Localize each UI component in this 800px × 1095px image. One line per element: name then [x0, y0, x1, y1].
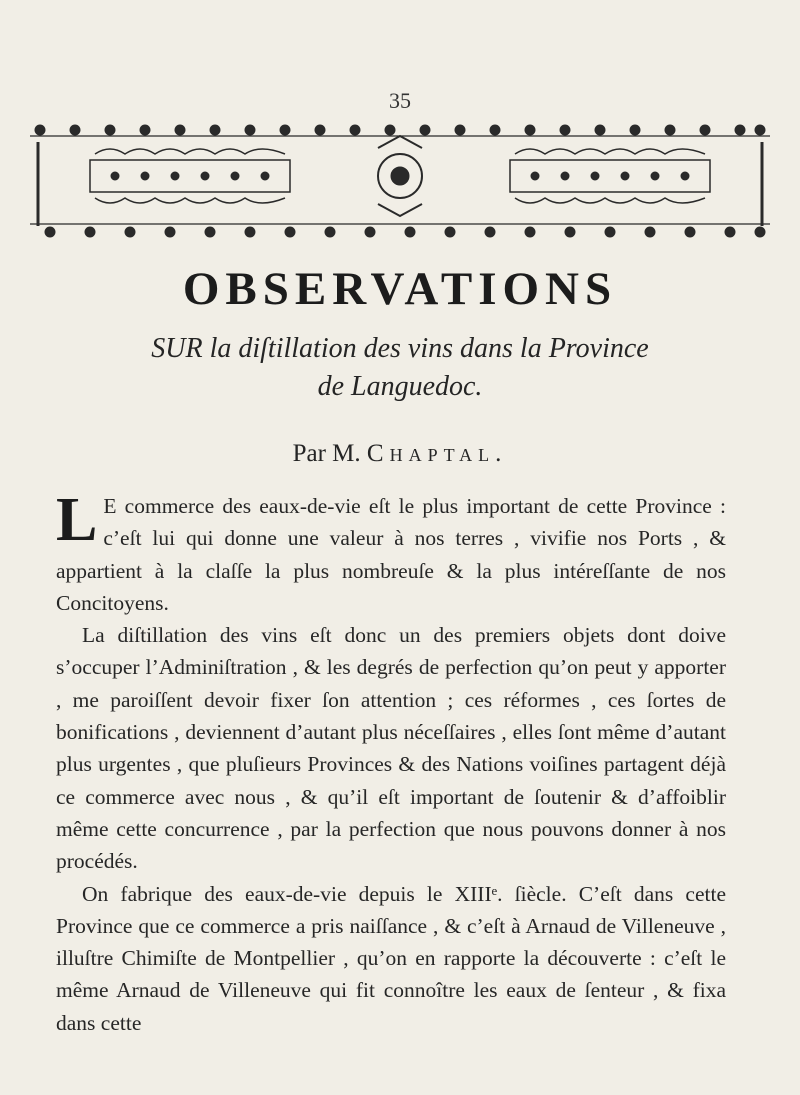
subtitle-line-2: de Languedoc.	[317, 371, 483, 402]
drop-cap: L	[56, 486, 98, 554]
paragraph-1	[56, 486, 726, 619]
paragraph-1-text: E commerce des eaux-de-vie eſt le plus important de cette Province : c’eſt lui qui donne une valeur à nos terres , vivifie nos Ports , & appartient à la claſſe la plus nombreuſe & la plus intéreſſante de nos Concitoyens.	[56, 494, 726, 615]
page-title: OBSERVATIONS	[182, 263, 618, 315]
decorative-headpiece	[30, 108, 770, 258]
paragraph-2: La diſtillation des vins eſt donc un des premiers objets dont doive s’occuper l’Adminiſtration , & les degrés de perfection qu’on peut y apporter , me paroiſſent devoir fixer ſon attention ; ces réformes , ces ſortes de bonifications , deviennent d’autant plus néceſſaires , elles ſont même d’autant plus urgentes , que pluſieurs Provinces & des Nations voiſines partagent déjà ce commerce avec nous , & qu’il eſt important de ſoutenir & d’affoiblir même cette concurrence , par la perfection que nous pouvons donner à nos procédés.	[56, 623, 726, 874]
subtitle	[0, 330, 800, 406]
paragraph-3: On fabrique des eaux-de-vie depuis le XIIIᵉ. ſiècle. C’eſt dans cette Province que ce commerce a pris naiſſance , & c’eſt à Arnaud de Villeneuve , illuſtre Chimiſte de Montpellier , qu’on en rapporte la découverte : c’eſt le même Arnaud de Villeneuve qui fit connoître les eaux de ſenteur , & fixa dans cette	[56, 881, 726, 1035]
body-text	[56, 486, 726, 1039]
page-number: 35	[389, 88, 411, 113]
subtitle-line-1: SUR la diſtillation des vins dans la Province	[151, 333, 649, 364]
author-prefix: Par M.	[292, 440, 361, 467]
author-name: Chaptal.	[366, 440, 508, 467]
author-line	[0, 440, 800, 468]
